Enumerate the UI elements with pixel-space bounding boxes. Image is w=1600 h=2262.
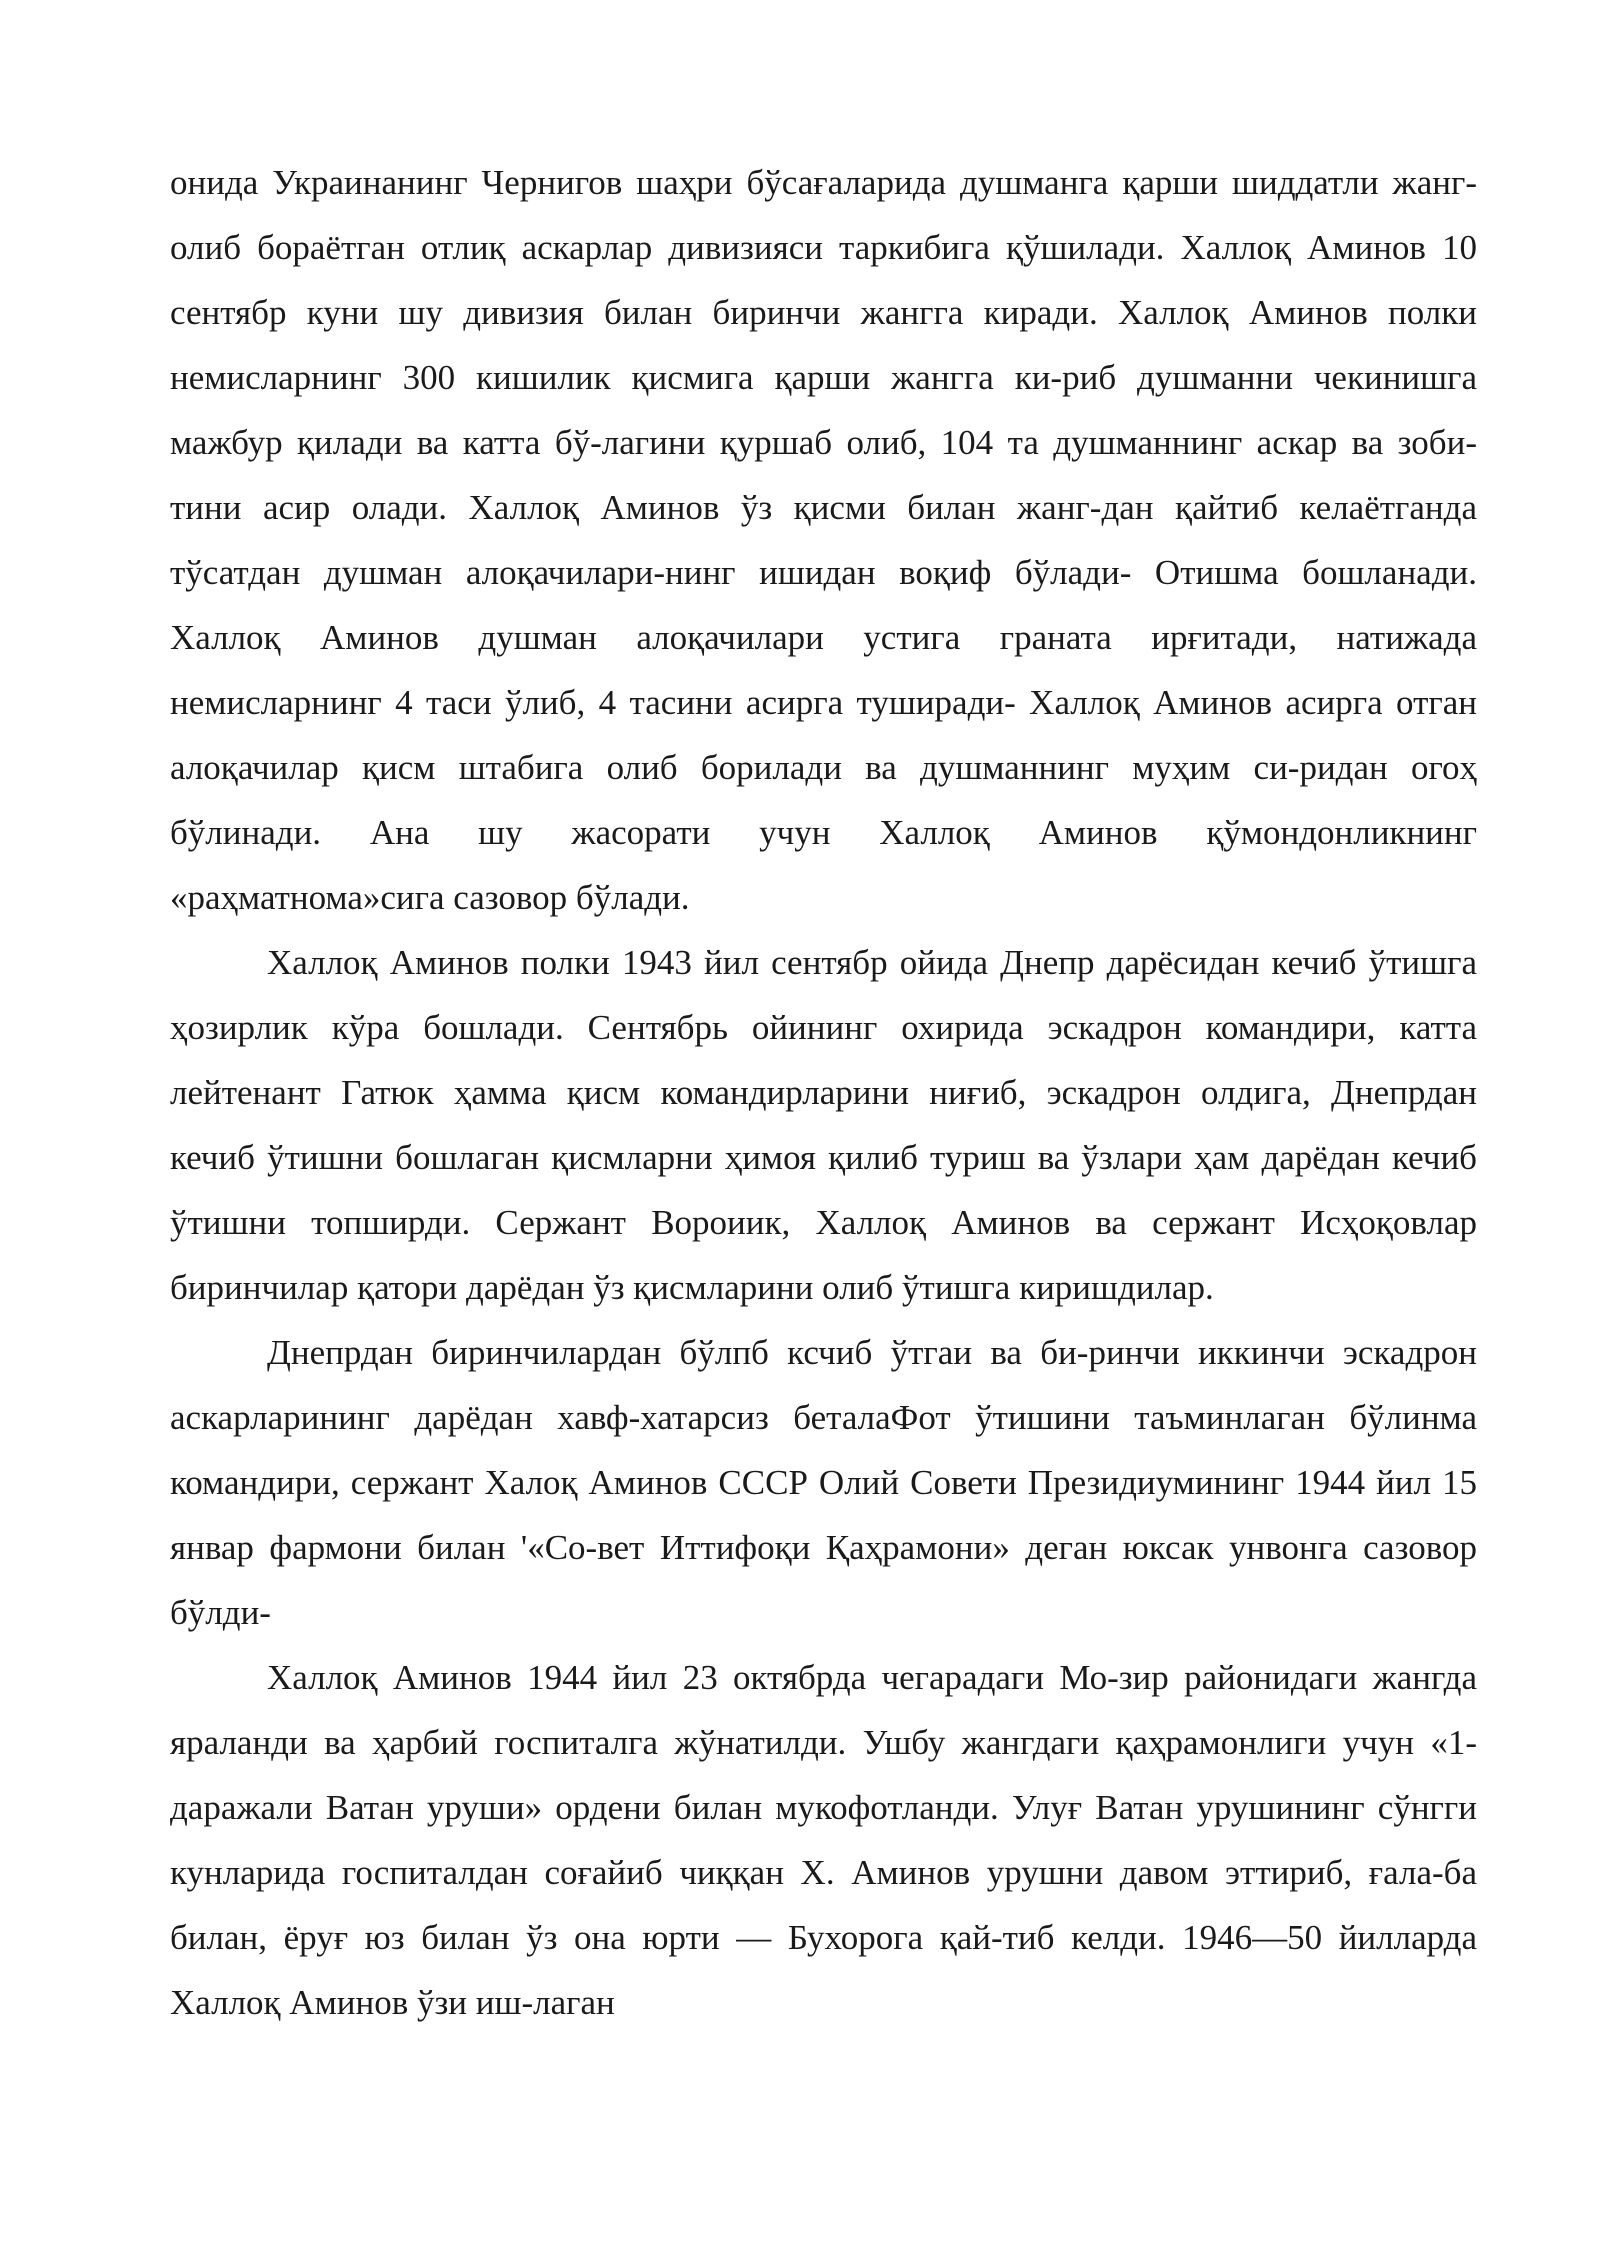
paragraph-2: Халлоқ Аминов полки 1943 йил сентябр ойида Днепр дарёсидан кечиб ўтишга ҳозирлик кўра бошлади. Сентябрь ойининг охирида эскадрон командири, катта лейтенант Гатюк ҳамма қисм командирларини ниғиб, эскадрон олдига, Днепрдан кечиб ўтишни бошлаган қисмларни ҳимоя қилиб туриш ва ўзлари ҳам дарёдан кечиб ўтишни топширди. Сержант Вороиик, Халлоқ Аминов ва сержант Исҳоқовлар биринчилар қатори дарёдан ўз қисмларини олиб ўтишга киришдилар. — [170, 943, 1477, 1307]
paragraph-4: Халлоқ Аминов 1944 йил 23 октябрда чегарадаги Мо-зир районидаги жангда яраланди ва ҳарбий госпиталга жўнатилди. Ушбу жангдаги қаҳрамонлиги учун «1-даражали Ватан уруши» ордени билан мукофотланди. Улуғ Ватан урушининг сўнгги кунларида госпиталдан соғайиб чиққан Х. Аминов урушни давом эттириб, ғала-ба билан, ёруғ юз билан ўз она юрти — Бухорога қай-тиб келди. 1946—50 йилларда Халлоқ Аминов ўзи иш-лаган — [170, 1658, 1477, 2022]
document-body — [170, 150, 1477, 2035]
paragraph-1: онида Украинанинг Чернигов шаҳри бўсағаларида душманга қарши шиддатли жанг-олиб бораётган отлиқ аскарлар дивизияси таркибига қўшилади. Халлоқ Аминов 10 сентябр куни шу дивизия билан биринчи жангга киради. Халлоқ Аминов полки немисларнинг 300 кишилик қисмига қарши жангга ки-риб душманни чекинишга мажбур қилади ва катта бў-лагини қуршаб олиб, 104 та душманнинг аскар ва зоби-тини асир олади. Халлоқ Аминов ўз қисми билан жанг-дан қайтиб келаётганда тўсатдан душман алоқачилари-нинг ишидан воқиф бўлади- Отишма бошланади. Халлоқ Аминов душман алоқачилари устига граната ирғитади, натижада немисларнинг 4 таси ўлиб, 4 тасини асирга туширади- Халлоқ Аминов асирга отган алоқачилар қисм штабига олиб борилади ва душманнинг муҳим си-ридан огоҳ бўлинади. Ана шу жасорати учун Халлоқ Аминов қўмондонликнинг «раҳматнома»сига сазовор бўлади. — [170, 163, 1477, 917]
paragraph-3: Днепрдан биринчилардан бўлпб ксчиб ўтгаи ва би-ринчи иккинчи эскадрон аскарларининг дарёдан хавф-хатарсиз беталаФот ўтишини таъминлаган бўлинма командири, сержант Халоқ Аминов СССР Олий Совети Президиумининг 1944 йил 15 январ фармони билан '«Со-вет Иттифоқи Қаҳрамони» деган юксак унвонга сазовор бўлди- — [170, 1333, 1477, 1632]
